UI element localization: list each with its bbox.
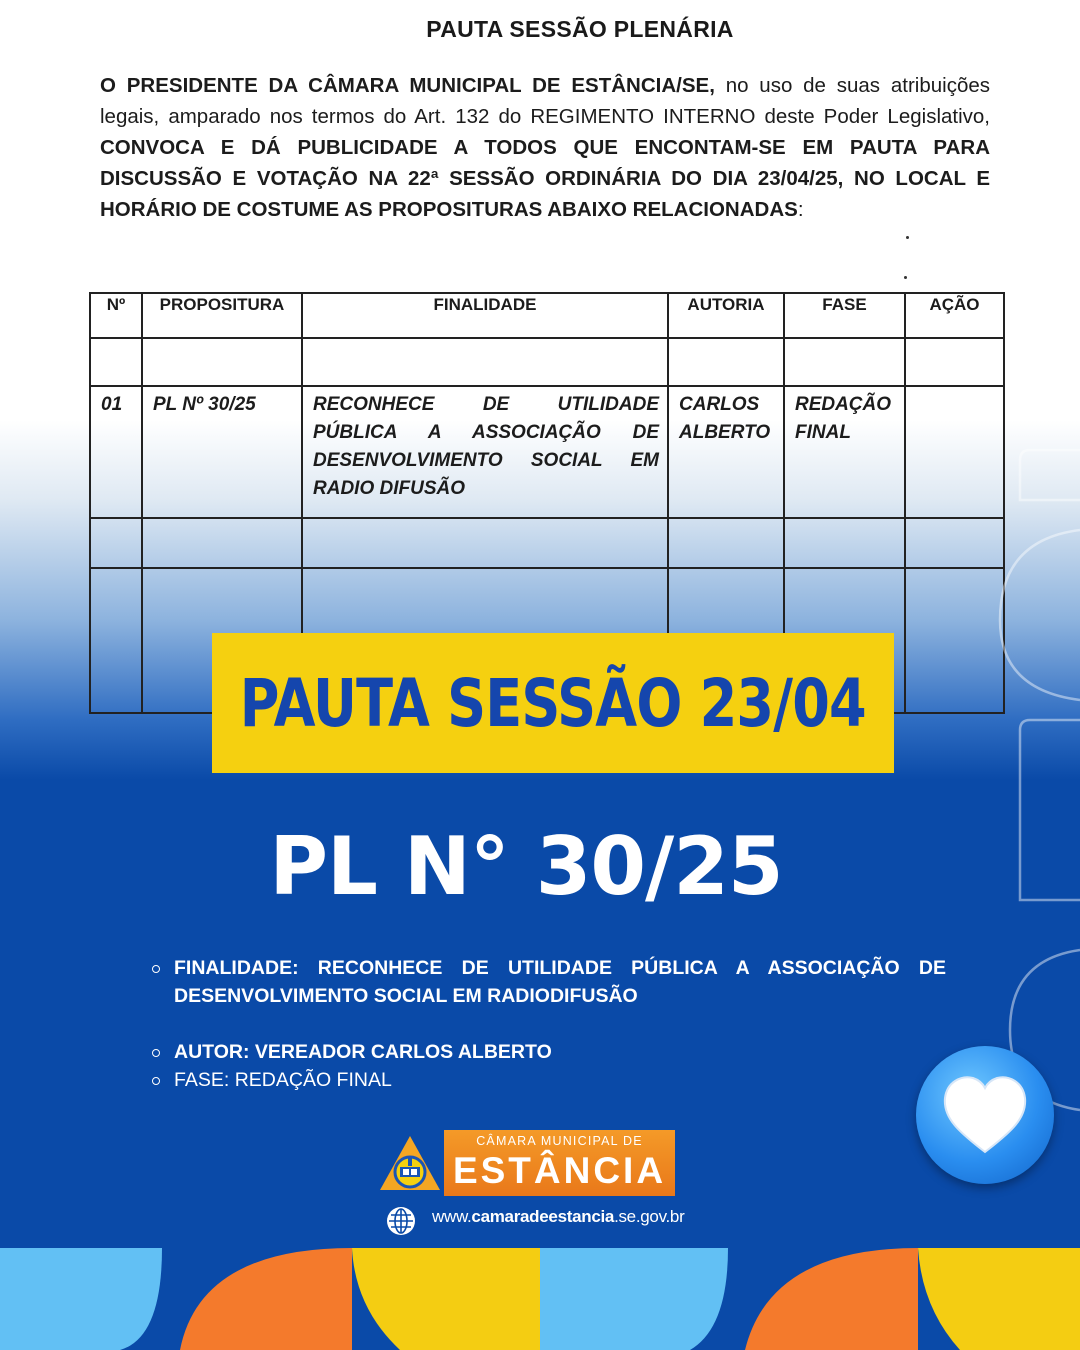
decorative-outline-glyphs bbox=[970, 430, 1080, 1130]
header-acao: AÇÃO bbox=[905, 293, 1004, 338]
scan-speck bbox=[904, 276, 907, 279]
list-item-autor: AUTOR: VEREADOR CARLOS ALBERTO bbox=[150, 1038, 946, 1066]
intro-bold-1: O PRESIDENTE DA CÂMARA MUNICIPAL DE ESTÂNCIA/SE, bbox=[100, 74, 715, 97]
website-link[interactable]: www.camaradeestancia.se.gov.br bbox=[432, 1207, 685, 1226]
table-header-row bbox=[90, 293, 1004, 338]
list-item-finalidade: FINALIDADE: RECONHECE DE UTILIDADE PÚBLICA A ASSOCIAÇÃO DE DESENVOLVIMENTO SOCIAL EM RADIODIFUSÃO bbox=[150, 954, 946, 1010]
table-row bbox=[90, 518, 1004, 568]
emblem-icon bbox=[378, 1134, 442, 1194]
bottom-decorative-pattern bbox=[0, 1248, 1080, 1350]
cell-fase: REDAÇÃO FINAL bbox=[784, 386, 905, 518]
header-propositura: PROPOSITURA bbox=[142, 293, 302, 338]
logo bbox=[444, 1130, 675, 1196]
cell-numero: 01 bbox=[90, 386, 142, 518]
bullet-icon bbox=[152, 1077, 160, 1085]
session-banner bbox=[212, 633, 894, 773]
cell-propositura: PL Nº 30/25 bbox=[142, 386, 302, 518]
header-autoria: AUTORIA bbox=[668, 293, 784, 338]
scan-speck bbox=[906, 236, 909, 239]
banner-text: PAUTA SESSÃO 23/04 bbox=[239, 664, 867, 742]
globe-icon bbox=[386, 1206, 416, 1236]
bullet-icon bbox=[152, 965, 160, 973]
table-row bbox=[90, 338, 1004, 386]
header-finalidade: FINALIDADE bbox=[302, 293, 668, 338]
header-fase: FASE bbox=[784, 293, 905, 338]
list-item-fase: FASE: REDAÇÃO FINAL bbox=[150, 1066, 946, 1094]
like-button[interactable] bbox=[916, 1046, 1054, 1184]
cell-autoria: CARLOS ALBERTO bbox=[668, 386, 784, 518]
header-numero: Nº bbox=[90, 293, 142, 338]
intro-bold-2: CONVOCA E DÁ PUBLICIDADE A TODOS QUE ENCONTAM-SE EM PAUTA PARA DISCUSSÃO E VOTAÇÃO NA 22ª SESSÃO ORDINÁRIA DO DIA 23/04/25, NO LOCAL E HORÁRIO DE COSTUME AS PROPOSITURAS ABAIXO RELACIONADAS bbox=[100, 136, 990, 221]
info-list bbox=[150, 954, 946, 1094]
bullet-icon bbox=[152, 1049, 160, 1057]
document-title: PAUTA SESSÃO PLENÁRIA bbox=[426, 16, 734, 42]
document-intro bbox=[100, 70, 990, 225]
cell-finalidade: RECONHECE DE UTILIDADE PÚBLICA A ASSOCIAÇÃO DE DESENVOLVIMENTO SOCIAL EM RADIO DIFUSÃO bbox=[302, 386, 668, 518]
intro-normal: no uso de suas atribuições legais, amparado nos termos do Art. 132 do REGIMENTO INTERNO deste Poder Legislativo, bbox=[100, 74, 990, 128]
pl-title: PL N° 30/25 bbox=[269, 820, 783, 913]
logo-small-text: CÂMARA MUNICIPAL DE bbox=[476, 1134, 643, 1148]
heart-icon bbox=[939, 1072, 1031, 1158]
logo-big-text: ESTÂNCIA bbox=[452, 1150, 667, 1191]
intro-end: : bbox=[797, 198, 804, 221]
table-row bbox=[90, 386, 1004, 518]
